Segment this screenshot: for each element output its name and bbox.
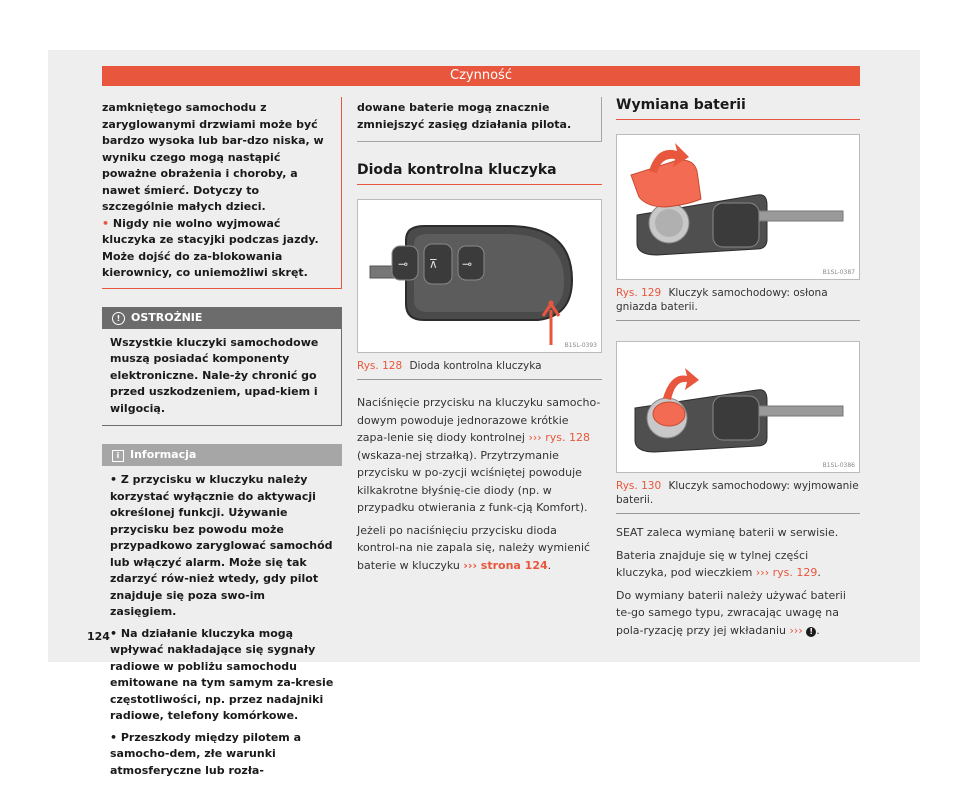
figure-key-led (357, 199, 602, 353)
caution-body (102, 329, 342, 427)
figure-battery-cover (616, 134, 860, 280)
warning-box (102, 97, 342, 289)
info-icon: i (112, 450, 124, 462)
info-body (102, 466, 342, 787)
column-right (616, 97, 860, 639)
section-title-led: Dioda kontrolna kluczyka (357, 162, 602, 185)
caution-title: OSTROŻNIE (131, 310, 203, 324)
column-left (102, 97, 342, 787)
ref-rys-129[interactable]: ››› rys. 129 (755, 566, 818, 579)
figure-caption-text: Kluczyk samochodowy: osłona gniazda baterii. (616, 287, 828, 313)
figure-code: B1SL-0387 (822, 269, 855, 276)
svg-text:⊸: ⊸ (462, 257, 473, 271)
column-middle (357, 97, 602, 574)
info-continuation-text: dowane baterie mogą znacznie zmniejszyć zasięg działania pilota. (357, 101, 572, 131)
ref-rys-128[interactable]: ››› rys. 128 (528, 431, 590, 444)
page-header: Czynność (102, 66, 860, 86)
svg-text:⊼: ⊼ (429, 257, 438, 271)
key-battery-removal-illustration (617, 342, 860, 472)
figure-caption (616, 473, 860, 514)
battery-paragraph-3: Do wymiany baterii należy używać baterii te-go samego typu, zwracając uwagę na pola-ryzację przy jej wkładaniu ››› ! . (616, 588, 846, 637)
battery-paragraph-1: SEAT zaleca wymianę baterii w serwisie. (616, 526, 839, 539)
led-paragraph-1: Naciśnięcie przycisku na kluczyku samocho-dowym powoduje jednorazowe krótkie zapa-lenie się diody kontrolnej ››› rys. 128 (wskaza-nej strzałką). Przytrzymanie przycisku w po-zycji wciśniętej powoduje kilkakrotne błyśnię-cie diody (np. w przypadku otwierania z funk-cją Komfort). (357, 396, 601, 514)
figure-caption-text: Dioda kontrolna kluczyka (409, 360, 542, 372)
figure-caption (357, 353, 602, 380)
caution-icon: ! (112, 312, 125, 325)
figure-caption (616, 280, 860, 321)
figure-code: B1SL-0393 (564, 342, 597, 349)
led-paragraph-2: Jeżeli po naciśnięciu przycisku dioda kontrol-na nie zapala się, należy wymienić baterie w kluczyku ››› strona 124. (357, 523, 591, 572)
ref-page-124[interactable]: ››› strona 124 (463, 558, 548, 572)
warning-bullet: • Nigdy nie wolno wyjmować kluczyka ze stacyjki podczas jazdy. Może dojść do za-blokowania kierownicy, co uniemożliwi skręt. (102, 216, 333, 282)
figure-number: Rys. 128 (357, 360, 403, 372)
info-continuation (357, 97, 602, 142)
key-led-illustration (358, 200, 602, 352)
figure-battery-removal (616, 341, 860, 473)
info-bullet-3: • Przeszkody między pilotem a samocho-dem, złe warunki atmosferyczne lub rozła- (110, 730, 334, 780)
svg-text:⊸: ⊸ (398, 257, 409, 271)
ref-warning[interactable]: ››› (789, 623, 803, 637)
caution-header (102, 307, 342, 329)
warning-text: zamkniętego samochodu z zaryglowanymi drzwiami może być bardzo wysoka lub bar-dzo niska, w wyniku czego mogą nastąpić poważne obrażenia i choroby, a nawet śmierć. Dotyczy to szczególnie małych dzieci. (102, 101, 324, 213)
section-title-battery: Wymiana baterii (616, 97, 860, 120)
caution-text: Wszystkie kluczyki samochodowe muszą posiadać komponenty elektroniczne. Nale-ży chronić go przed uszkodzeniem, upad-kiem i wilgocią. (110, 335, 319, 415)
figure-number: Rys. 129 (616, 287, 662, 299)
figure-code: B1SL-0386 (822, 462, 855, 469)
key-battery-cover-illustration (617, 135, 860, 279)
battery-paragraph-2: Bateria znajduje się w tylnej części kluczyka, pod wieczkiem ››› rys. 129. (616, 548, 821, 579)
page-number: 124 (87, 630, 110, 643)
figure-number: Rys. 130 (616, 480, 662, 492)
info-title: Informacja (130, 448, 197, 461)
info-bullet-1: • Z przycisku w kluczyku należy korzystać wyłącznie do aktywacji określonej funkcji. Używanie przycisku bez powodu może przypadkowo zaryglować samochód lub włączyć alarm. Może się tak zdarzyć rów-nież wtedy, gdy pilot znajduje się poza swo-im zasięgiem. (110, 472, 334, 621)
info-header (102, 444, 342, 466)
info-bullet-2: • Na działanie kluczyka mogą wpływać nakładające się sygnały radiowe w pobliżu samochodu emitowane na tym samym za-kresie częstotliwości, np. przez nadajniki radiowe, telefony komórkowe. (110, 626, 334, 725)
figure-caption-text: Kluczyk samochodowy: wyjmowanie baterii. (616, 480, 859, 506)
warning-icon: ! (806, 627, 816, 637)
